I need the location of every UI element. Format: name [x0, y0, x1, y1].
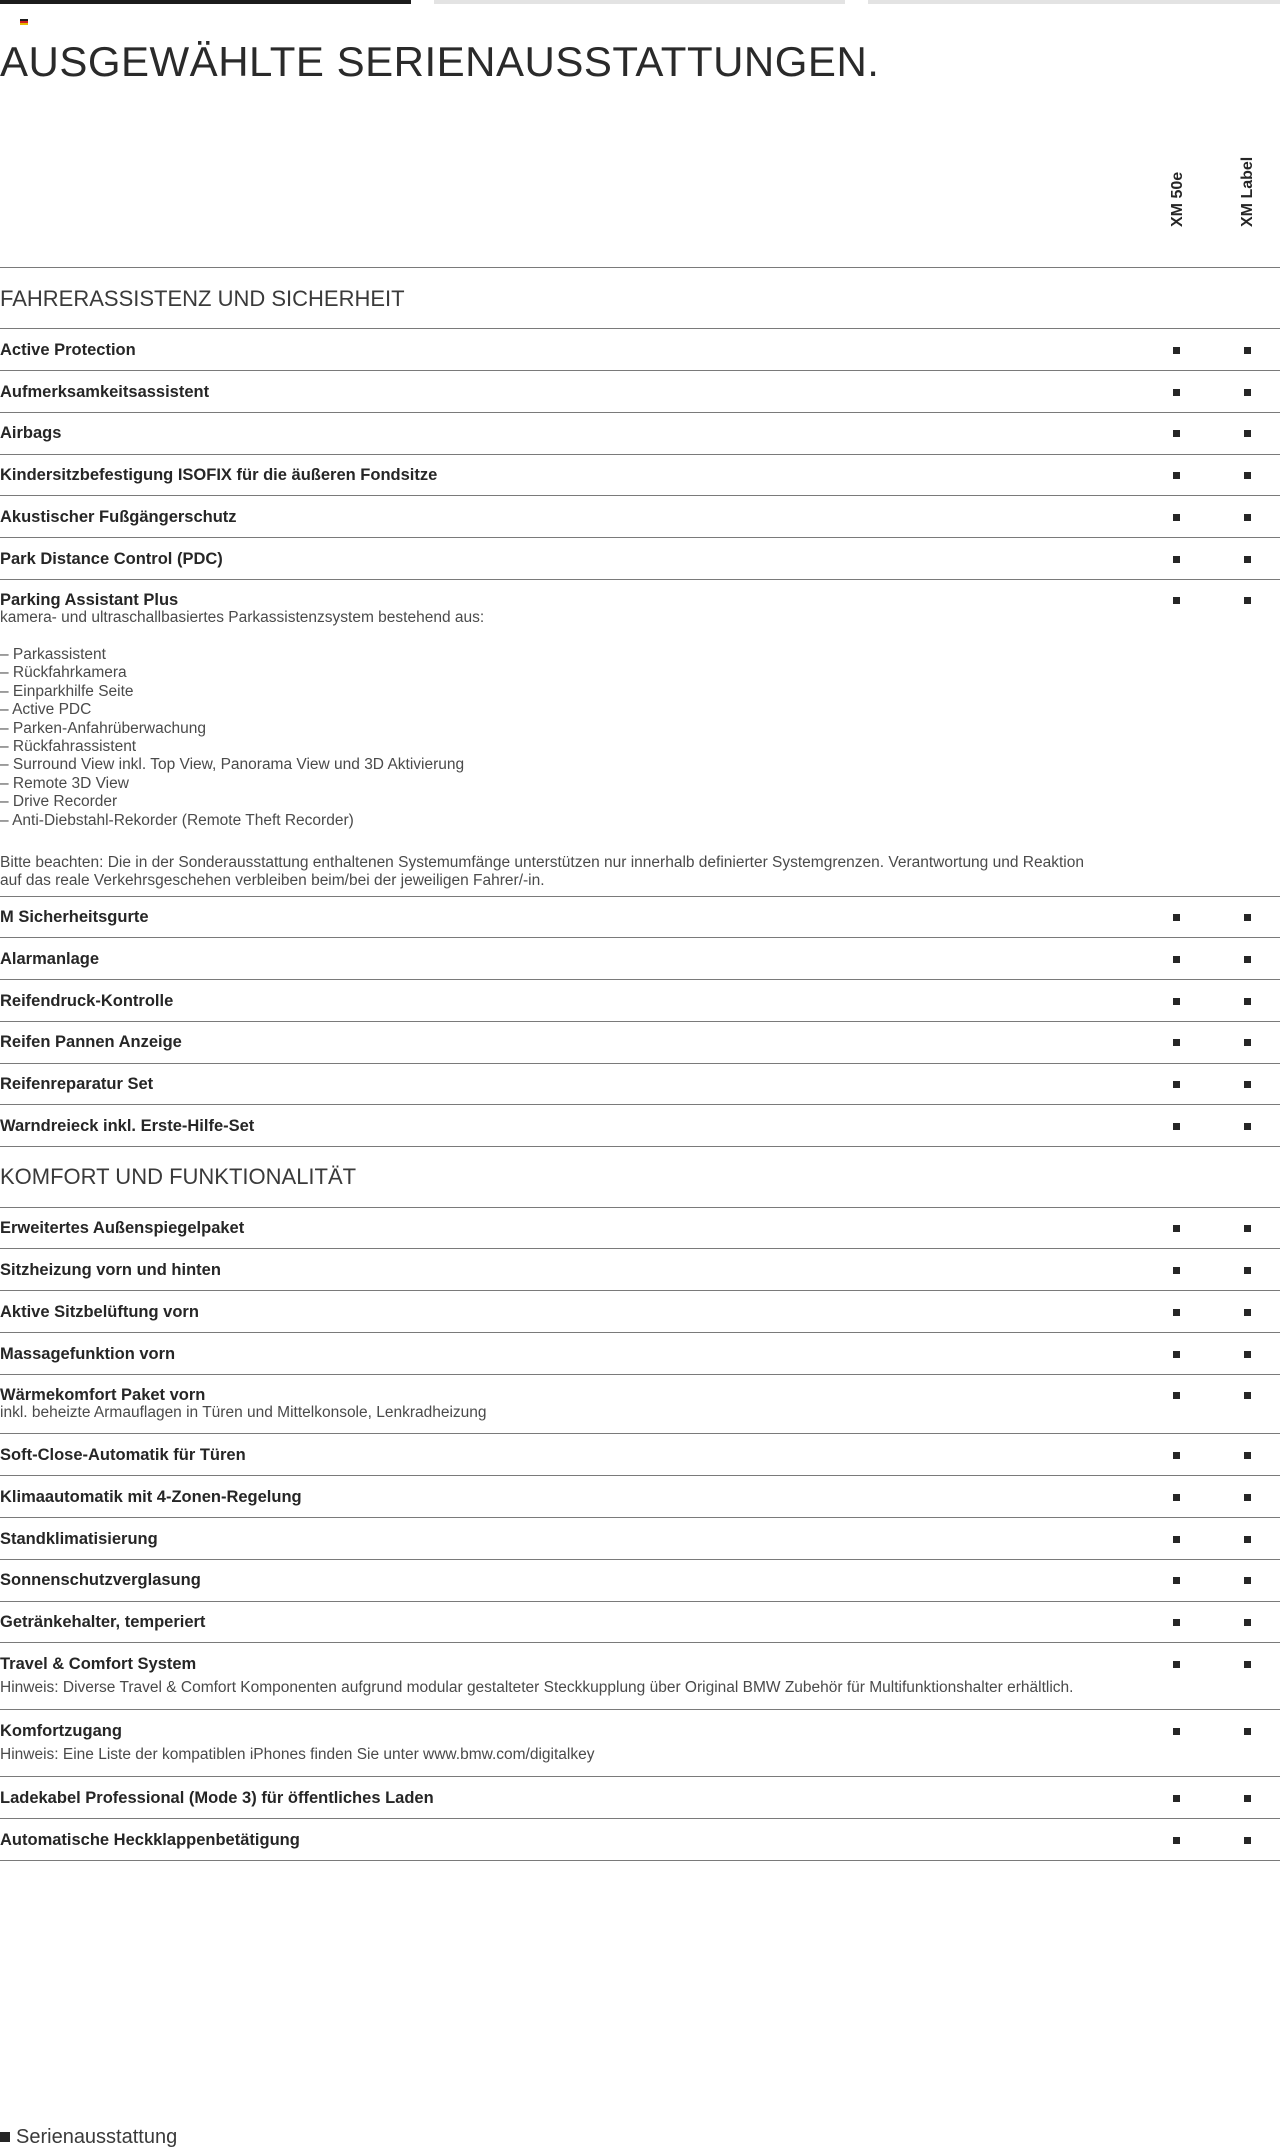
divider — [0, 495, 1280, 496]
divider — [0, 1433, 1280, 1434]
divider — [0, 1063, 1280, 1064]
standard-marker-icon — [1244, 914, 1251, 921]
list-item: – Parkassistent — [0, 646, 106, 663]
divider — [0, 1709, 1280, 1710]
feature-name: Reifen Pannen Anzeige — [0, 1033, 182, 1051]
list-item: – Rückfahrassistent — [0, 738, 137, 756]
standard-marker-icon — [1173, 1494, 1180, 1501]
feature-name: Park Distance Control (PDC) — [0, 550, 223, 568]
list-item: – Active PDC — [0, 701, 92, 719]
progress-segment-active[interactable] — [0, 0, 411, 4]
divider — [0, 1860, 1280, 1861]
standard-marker-icon — [1173, 1619, 1180, 1626]
list-item: – Drive Recorder — [0, 793, 118, 811]
feature-name: Parking Assistant Plus — [0, 591, 179, 609]
standard-marker-icon — [1244, 1123, 1251, 1130]
feature-name: Reifenreparatur Set — [0, 1075, 154, 1093]
feature-name: Akustischer Fußgängerschutz — [0, 508, 237, 526]
divider — [0, 1818, 1280, 1819]
feature-note: Hinweis: Eine Liste der kompatiblen iPhones finden Sie unter www.bmw.com/digitalkey — [0, 1746, 595, 1763]
feature-name: Aktive Sitzbelüftung vorn — [0, 1303, 199, 1321]
feature-description: kamera- und ultraschallbasiertes Parkassistenzsystem bestehend aus: — [0, 609, 485, 626]
standard-marker-icon — [1173, 514, 1180, 521]
table-row-parking-assistant-plus — [0, 591, 1280, 891]
standard-marker-icon — [1173, 1728, 1180, 1735]
divider — [0, 1475, 1280, 1476]
feature-name: Sonnenschutzverglasung — [0, 1571, 201, 1589]
divider — [0, 267, 1280, 268]
feature-name: Kindersitzbefestigung ISOFIX für die äußeren Fondsitze — [0, 466, 438, 484]
feature-name: Reifendruck-Kontrolle — [0, 992, 174, 1010]
standard-marker-icon — [1244, 556, 1251, 563]
standard-marker-icon — [1244, 597, 1251, 604]
feature-name: Erweitertes Außenspiegelpaket — [0, 1219, 245, 1237]
standard-marker-icon — [1173, 430, 1180, 437]
feature-name: Wärmekomfort Paket vorn — [0, 1386, 206, 1404]
standard-marker-icon — [1244, 1494, 1251, 1501]
standard-marker-icon — [1244, 1392, 1251, 1399]
legend-label: Serienausstattung — [16, 2126, 178, 2148]
list-item: – Remote 3D View — [0, 774, 129, 792]
column-header-xm-50e: XM 50e — [1169, 171, 1186, 227]
divider — [0, 896, 1280, 897]
standard-marker-icon — [1173, 1577, 1180, 1584]
standard-marker-icon — [1173, 472, 1180, 479]
list-item: – Anti-Diebstahl-Rekorder (Remote Theft Recorder) — [0, 811, 354, 829]
standard-marker-icon — [1244, 956, 1251, 963]
feature-name: Warndreieck inkl. Erste-Hilfe-Set — [0, 1117, 255, 1135]
feature-name: Soft-Close-Automatik für Türen — [0, 1446, 246, 1464]
feature-name: Airbags — [0, 424, 62, 442]
divider — [0, 537, 1280, 538]
standard-marker-icon — [1173, 1039, 1180, 1046]
standard-marker-icon — [1244, 1081, 1251, 1088]
standard-marker-icon — [1173, 998, 1180, 1005]
feature-name: Massagefunktion vorn — [0, 1345, 176, 1363]
divider — [0, 1642, 1280, 1643]
standard-marker-icon — [1173, 1837, 1180, 1844]
standard-marker-icon — [1244, 1536, 1251, 1543]
divider — [0, 1146, 1280, 1147]
list-item: – Surround View inkl. Top View, Panorama View und 3D Aktivierung — [0, 756, 465, 774]
divider — [0, 1374, 1280, 1375]
standard-marker-icon — [1173, 597, 1180, 604]
divider — [0, 1559, 1280, 1560]
standard-marker-icon — [1173, 1392, 1180, 1399]
feature-name: Sitzheizung vorn und hinten — [0, 1261, 221, 1279]
standard-marker-icon — [1244, 1795, 1251, 1802]
page-title: AUSGEWÄHLTE SERIENAUSSTATTUNGEN. — [0, 38, 880, 85]
warning-line: auf das reale Verkehrsgeschehen verbleiben beim/bei der jeweiligen Fahrer/-in. — [0, 872, 545, 890]
standard-marker-icon — [1173, 1452, 1180, 1459]
feature-name: Travel & Comfort System — [0, 1655, 197, 1673]
section-title-comfort: KOMFORT UND FUNKTIONALITÄT — [0, 1164, 357, 1189]
standard-marker-icon — [1244, 347, 1251, 354]
divider — [0, 454, 1280, 455]
divider — [0, 1290, 1280, 1291]
standard-marker-icon — [1173, 347, 1180, 354]
flag-icon — [20, 19, 28, 25]
divider — [0, 1248, 1280, 1249]
standard-marker-icon — [1173, 1225, 1180, 1232]
standard-marker-icon — [1173, 956, 1180, 963]
page-progress — [0, 0, 1280, 4]
standard-marker-icon — [1244, 1619, 1251, 1626]
feature-note: Hinweis: Diverse Travel & Comfort Komponenten aufgrund modular gestalteter Steckkupplung über Original BMW Zubehör für Multifunktionshalter erhältlich. — [0, 1679, 1074, 1696]
standard-marker-icon — [1244, 1728, 1251, 1735]
divider — [0, 979, 1280, 980]
feature-name: Active Protection — [0, 341, 136, 359]
feature-name: Komfortzugang — [0, 1722, 122, 1740]
feature-name: Alarmanlage — [0, 950, 100, 968]
standard-marker-icon — [1244, 514, 1251, 521]
standard-marker-icon — [1173, 1661, 1180, 1668]
standard-marker-icon — [1244, 472, 1251, 479]
column-header-xm-label: XM Label — [1239, 156, 1256, 227]
feature-note: inkl. beheizte Armauflagen in Türen und Mittelkonsole, Lenkradheizung — [0, 1404, 487, 1421]
divider — [0, 1517, 1280, 1518]
standard-marker-icon — [1173, 1081, 1180, 1088]
divider — [0, 937, 1280, 938]
standard-marker-icon — [1173, 1309, 1180, 1316]
feature-list — [0, 646, 464, 830]
standard-marker-icon — [1173, 1267, 1180, 1274]
list-item: – Einparkhilfe Seite — [0, 682, 134, 700]
standard-marker-icon — [1244, 1039, 1251, 1046]
divider — [0, 579, 1280, 580]
warning-line: Bitte beachten: Die in der Sonderausstattung enthaltenen Systemumfänge unterstützen nur innerhalb definierter Systemgrenzen. Verantwortung und Reaktion — [0, 854, 1084, 871]
standard-marker-icon — [1244, 1661, 1251, 1668]
divider — [0, 1776, 1280, 1777]
standard-marker-icon — [1244, 1351, 1251, 1358]
standard-marker-icon — [1173, 1351, 1180, 1358]
divider — [0, 328, 1280, 329]
standard-marker-icon — [1244, 1837, 1251, 1844]
divider — [0, 1332, 1280, 1333]
feature-name: Getränkehalter, temperiert — [0, 1613, 206, 1631]
standard-marker-icon — [1244, 389, 1251, 396]
divider — [0, 1021, 1280, 1022]
standard-marker-icon — [1173, 914, 1180, 921]
warning-note — [0, 854, 1084, 891]
standard-marker-icon — [1173, 389, 1180, 396]
standard-marker-icon — [1173, 1536, 1180, 1543]
standard-marker-icon — [1173, 1795, 1180, 1802]
standard-marker-icon — [1244, 1452, 1251, 1459]
standard-marker-icon — [1173, 556, 1180, 563]
divider — [0, 370, 1280, 371]
divider — [0, 1207, 1280, 1208]
list-item: – Rückfahrkamera — [0, 664, 127, 682]
divider — [0, 1104, 1280, 1105]
progress-segment[interactable] — [868, 0, 1280, 4]
standard-marker-icon — [1244, 1267, 1251, 1274]
feature-name: Standklimatisierung — [0, 1530, 158, 1548]
standard-marker-icon — [1173, 1123, 1180, 1130]
divider — [0, 1601, 1280, 1602]
feature-name: Ladekabel Professional (Mode 3) für öffentliches Laden — [0, 1789, 434, 1807]
standard-marker-icon — [0, 2132, 10, 2142]
progress-segment[interactable] — [434, 0, 845, 4]
standard-marker-icon — [1244, 1225, 1251, 1232]
section-title-safety: FAHRERASSISTENZ UND SICHERHEIT — [0, 286, 405, 311]
feature-name: Aufmerksamkeitsassistent — [0, 383, 210, 401]
standard-marker-icon — [1244, 998, 1251, 1005]
standard-marker-icon — [1244, 1309, 1251, 1316]
divider — [0, 412, 1280, 413]
standard-marker-icon — [1244, 430, 1251, 437]
feature-name: Klimaautomatik mit 4-Zonen-Regelung — [0, 1488, 302, 1506]
feature-name: M Sicherheitsgurte — [0, 908, 149, 926]
legend — [0, 2126, 177, 2148]
feature-name: Automatische Heckklappenbetätigung — [0, 1831, 300, 1849]
list-item: – Parken-Anfahrüberwachung — [0, 719, 206, 737]
standard-marker-icon — [1244, 1577, 1251, 1584]
